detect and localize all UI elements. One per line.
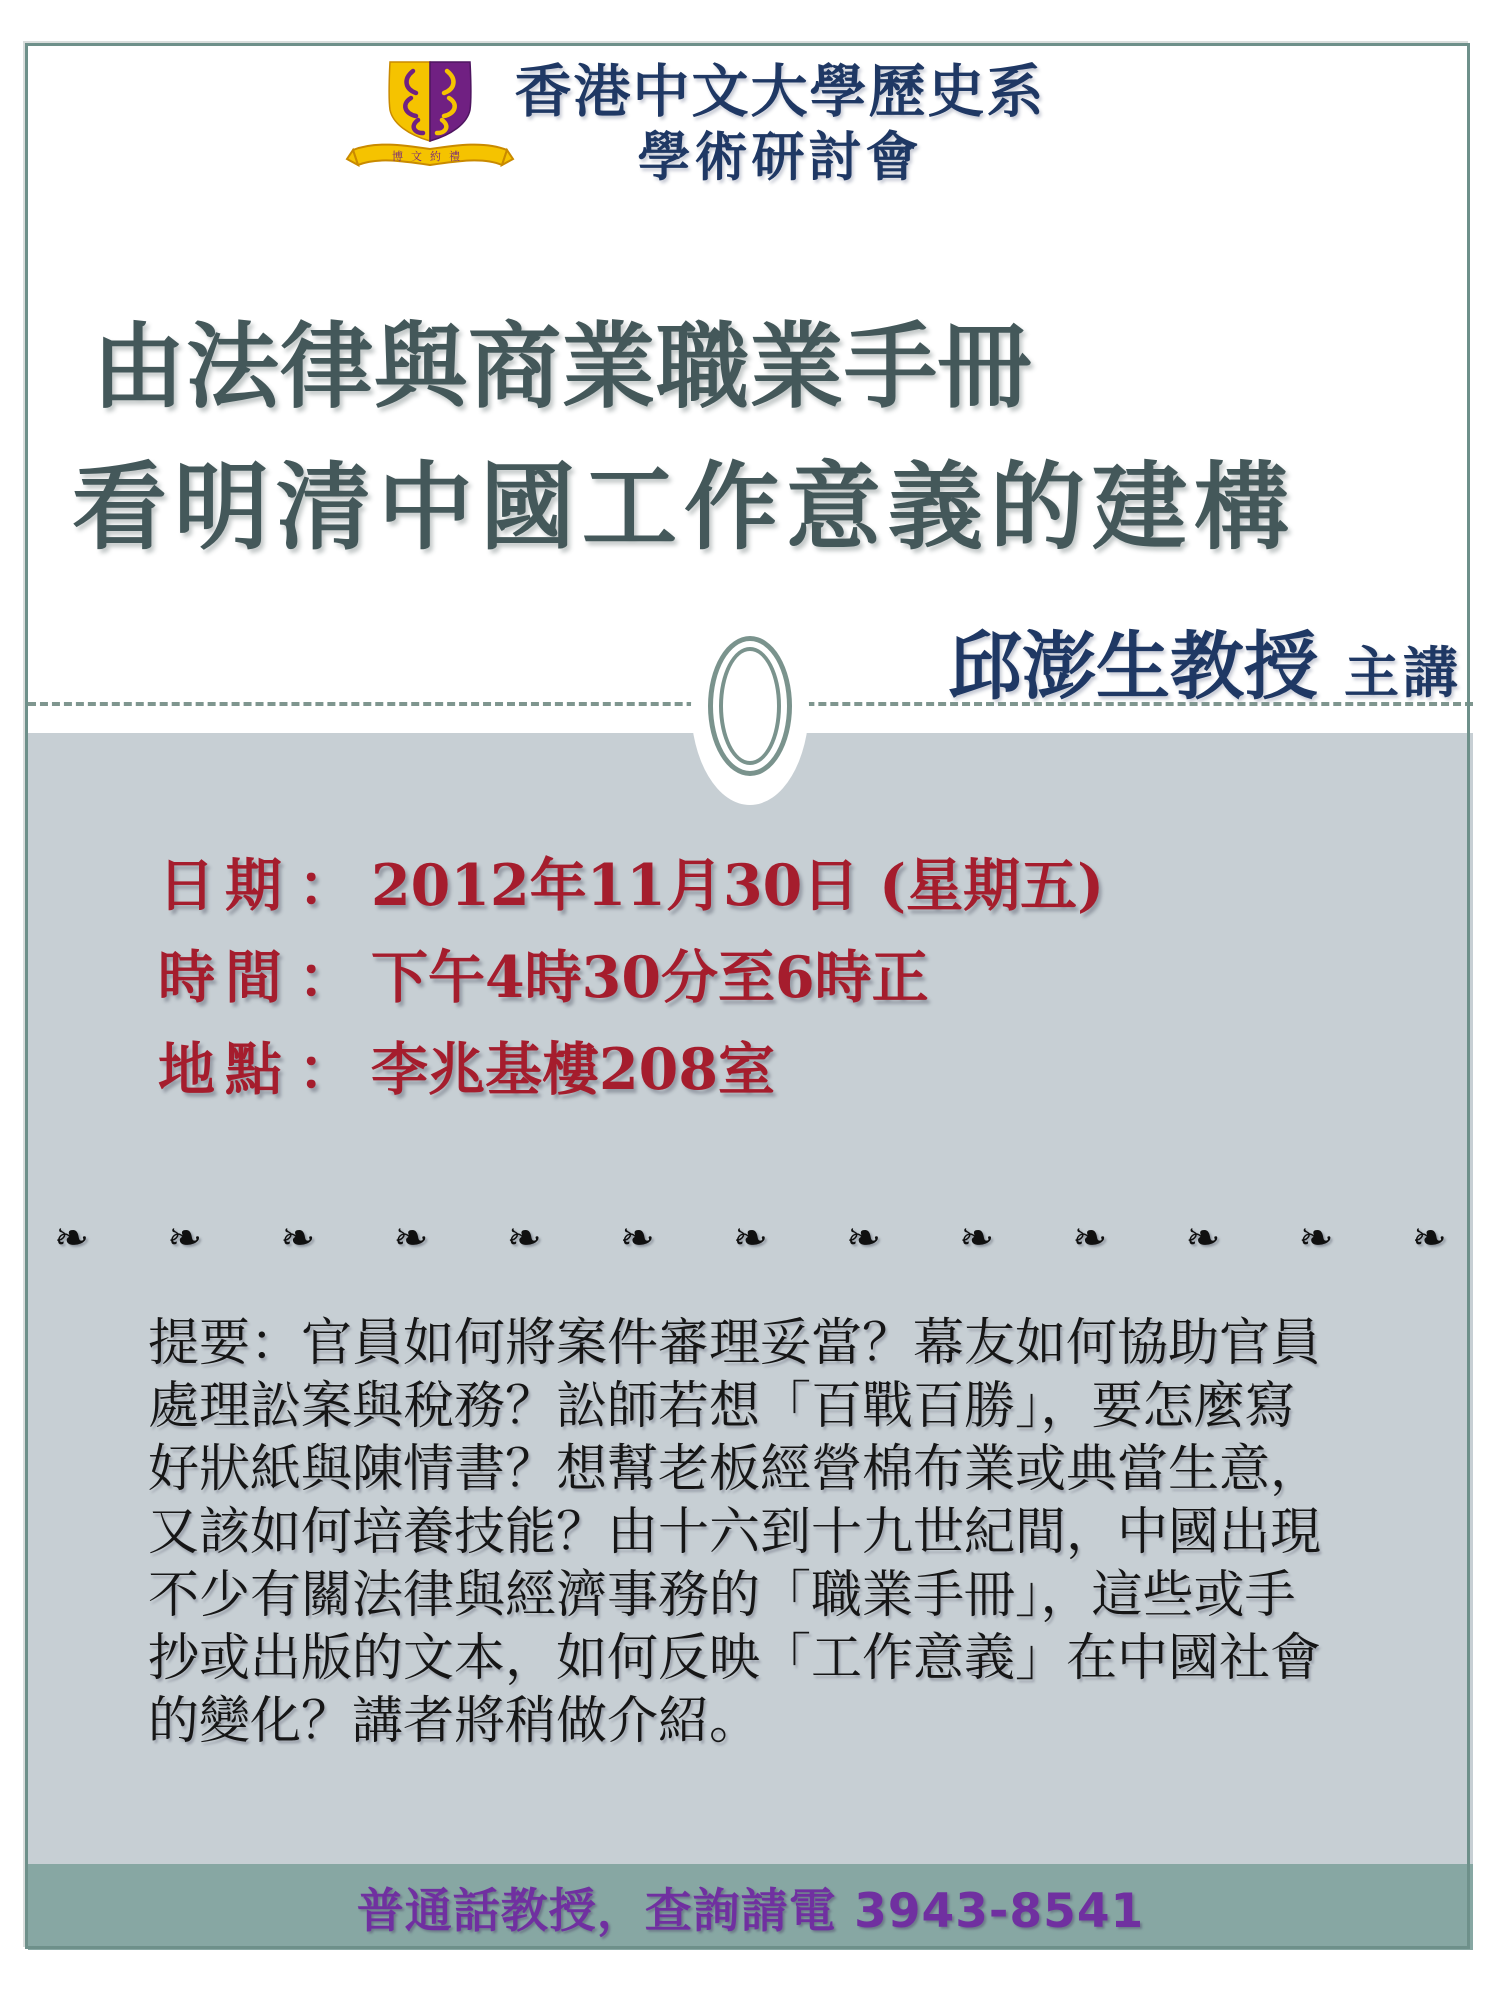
poster-title-line2: 看明清中國工作意義的建構 [72, 452, 1297, 563]
fleuron-ornament-icon: ❧ [1185, 1213, 1221, 1262]
fleuron-ornament-icon: ❧ [1072, 1213, 1108, 1262]
detail-line-date [158, 840, 1104, 932]
event-details [158, 840, 1104, 1116]
fleuron-ornament-icon: ❧ [959, 1213, 995, 1262]
speaker-role-label: 主講 [1343, 641, 1462, 705]
venue-value: 李兆基樓208室 [371, 1036, 775, 1103]
fleuron-ornament-icon: ❧ [845, 1213, 882, 1262]
abstract-line: 又該如何培養技能？由十六到十九世紀間，中國出現 [148, 1503, 1322, 1562]
detail-separator: ： [298, 852, 355, 919]
abstract-line: 的變化？講者將稍做介紹。 [148, 1692, 761, 1751]
ornament-row [28, 1214, 1473, 1262]
fleuron-ornament-icon: ❧ [619, 1213, 655, 1262]
speaker-name: 邱澎生教授 [947, 624, 1318, 710]
fleuron-ornament-icon: ❧ [732, 1213, 769, 1262]
fleuron-ornament-icon: ❧ [54, 1213, 90, 1262]
oval-ring-inner-icon [719, 647, 781, 765]
abstract-line: 提要：官員如何將案件審理妥當？幕友如何協助官員 [148, 1314, 1322, 1373]
fleuron-ornament-icon: ❧ [1298, 1213, 1334, 1262]
detail-separator: ： [298, 944, 355, 1011]
fleuron-ornament-icon: ❧ [280, 1213, 316, 1262]
abstract-line: 不少有關法律與經濟事務的「職業手冊」，這些或手 [148, 1566, 1296, 1625]
date-value: 2012年11月30日 (星期五) [371, 852, 1105, 919]
institution-header [420, 60, 1140, 188]
venue-label: 地點 [158, 1036, 292, 1103]
abstract-paragraph [148, 1312, 1378, 1753]
detail-line-time [158, 932, 1104, 1024]
seminar-series-label: 學術研討會 [637, 127, 923, 188]
time-label: 時間 [158, 944, 292, 1011]
fleuron-ornament-icon: ❧ [167, 1213, 203, 1262]
speaker-line [948, 608, 1462, 714]
fleuron-ornament-icon: ❧ [506, 1213, 542, 1262]
poster-title-line1: 由法律與商業職業手冊 [92, 312, 1032, 421]
abstract-line: 好狀紙與陳情書？想幫老板經營棉布業或典當生意， [148, 1440, 1322, 1499]
footer-bar [28, 1864, 1473, 1950]
fleuron-ornament-icon: ❧ [1411, 1213, 1447, 1262]
time-value: 下午4時30分至6時正 [371, 944, 929, 1011]
footer-contact-text: 普通話教授，查詢請電 3943-8541 [356, 1883, 1145, 1939]
date-label: 日期 [158, 852, 292, 919]
abstract-line: 抄或出版的文本，如何反映「工作意義」在中國社會 [148, 1629, 1322, 1688]
emblem-motto-text: 博文約禮 [392, 150, 468, 163]
detail-separator: ： [298, 1036, 355, 1103]
institution-name: 香港中文大學歷史系 [514, 59, 1046, 125]
abstract-line: 處理訟案與稅務？訟師若想「百戰百勝」，要怎麼寫 [148, 1377, 1296, 1436]
fleuron-ornament-icon: ❧ [393, 1213, 429, 1262]
detail-line-venue [158, 1024, 1104, 1116]
